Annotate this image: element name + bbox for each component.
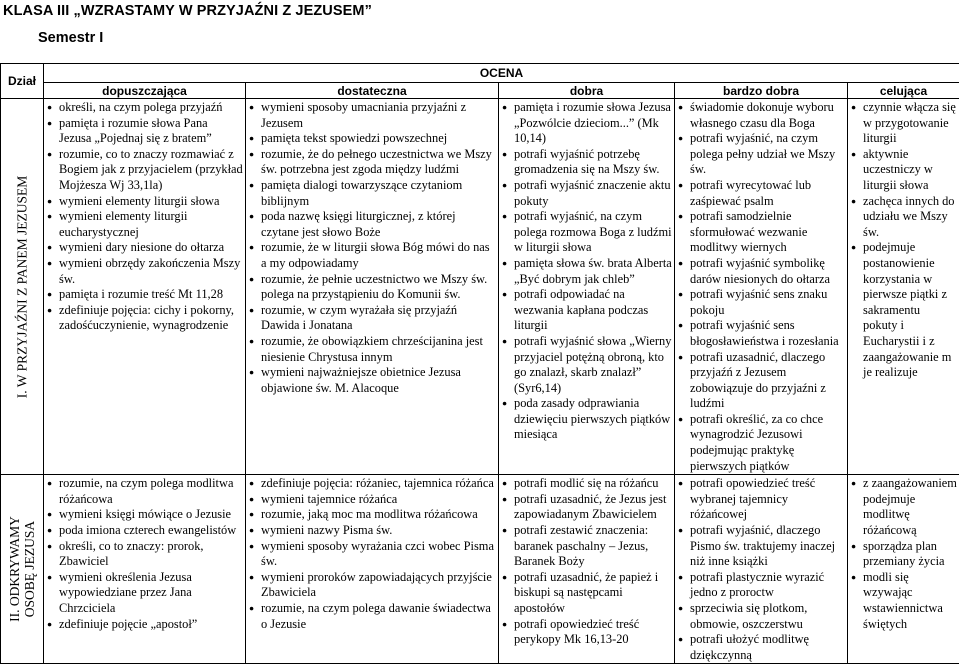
list-item: ● wymieni najważniejsze obietnice Jezusa objawione św. M. Alacoque bbox=[248, 365, 496, 396]
list-item: ● sprzeciwia się plotkom, obmowie, oszczerstwu bbox=[677, 601, 845, 632]
list-item: ● zdefiniuje pojęcia: cichy i pokorny, zadośćuczynienie, wynagrodzenie bbox=[46, 303, 243, 334]
list-item: ● potrafi uzasadnić, że papież i biskupi są następcami apostołów bbox=[501, 570, 672, 617]
list-item: ● wymieni tajemnice różańca bbox=[248, 492, 496, 508]
list-item: ● rozumie, że obowiązkiem chrześcijanina jest niesienie Chrystusa innym bbox=[248, 334, 496, 365]
requirements-cell bbox=[848, 99, 959, 475]
section-name: II. ODKRYWAMY OSOBĘ JEZUSA bbox=[7, 494, 37, 644]
list-item: ● modli się wzywając wstawiennictwa świętych bbox=[850, 570, 957, 632]
requirements-cell bbox=[499, 475, 675, 664]
requirements-list bbox=[46, 100, 243, 334]
list-item: ● wymieni dary niesione do ołtarza bbox=[46, 240, 243, 256]
list-item: ● rozumie, że w liturgii słowa Bóg mówi do nas a my odpowiadamy bbox=[248, 240, 496, 271]
requirements-cell bbox=[246, 475, 499, 664]
grade-header-dopuszczajaca: dopuszczająca bbox=[44, 83, 246, 99]
list-item: ● potrafi wyjaśnić sens błogosławieństwa i rozesłania bbox=[677, 318, 845, 349]
list-item: ● potrafi wyjaśnić słowa „Wierny przyjaciel potężną obroną, kto go znalazł, skarb znalazł” (Syr6,14) bbox=[501, 334, 672, 396]
requirements-cell bbox=[499, 99, 675, 475]
requirements-cell bbox=[44, 99, 246, 475]
list-item: ● potrafi opowiedzieć treść wybranej tajemnicy różańcowej bbox=[677, 476, 845, 523]
list-item: ● potrafi uzasadnić, że Jezus jest zapowiadanym Zbawicielem bbox=[501, 492, 672, 523]
requirements-list bbox=[248, 476, 496, 632]
section-column-header: Dział bbox=[1, 64, 44, 99]
list-item: ● pamięta tekst spowiedzi powszechnej bbox=[248, 131, 496, 147]
list-item: ● pamięta i rozumie treść Mt 11,28 bbox=[46, 287, 243, 303]
list-item: ● pamięta i rozumie słowa Jezusa „Pozwólcie dzieciom...” (Mk 10,14) bbox=[501, 100, 672, 147]
list-item: ● rozumie, w czym wyrażała się przyjaźń Dawida i Jonatana bbox=[248, 303, 496, 334]
list-item: ● wymieni proroków zapowiadających przyjście Zbawiciela bbox=[248, 570, 496, 601]
list-item: ● potrafi wyjaśnić potrzebę gromadzenia się na Mszy św. bbox=[501, 147, 672, 178]
list-item: ● rozumie, co to znaczy rozmawiać z Bogiem jak z przyjacielem (przykład Mojżesza Wj 33,1la) bbox=[46, 147, 243, 194]
list-item: ● wymieni obrzędy zakończenia Mszy św. bbox=[46, 256, 243, 287]
list-item: ● potrafi uzasadnić, dlaczego przyjaźń z Jezusem zobowiązuje do przyjaźni z ludźmi bbox=[677, 350, 845, 412]
list-item: ● czynnie włącza się w przygotowanie liturgii bbox=[850, 100, 957, 147]
list-item: ● poda nazwę księgi liturgicznej, z której czytane jest słowo Boże bbox=[248, 209, 496, 240]
table-row bbox=[1, 99, 959, 475]
requirements-list bbox=[501, 476, 672, 648]
grade-header-dobra: dobra bbox=[499, 83, 675, 99]
list-item: ● poda zasady odprawiania dziewięciu pierwszych piątków miesiąca bbox=[501, 396, 672, 443]
list-item: ● potrafi modlić się na różańcu bbox=[501, 476, 672, 492]
grade-group-header: OCENA bbox=[44, 64, 959, 83]
section-name-cell bbox=[1, 475, 44, 664]
list-item: ● określi, co to znaczy: prorok, Zbawiciel bbox=[46, 539, 243, 570]
list-item: ● wymieni księgi mówiące o Jezusie bbox=[46, 507, 243, 523]
list-item: ● potrafi ułożyć modlitwę dziękczynną bbox=[677, 632, 845, 663]
list-item: ● wymieni elementy liturgii eucharystycznej bbox=[46, 209, 243, 240]
list-item: ● potrafi określić, za co chce wynagrodzić Jezusowi podejmując praktykę pierwszych piątków bbox=[677, 412, 845, 474]
list-item: ● określi, na czym polega przyjaźń bbox=[46, 100, 243, 116]
requirements-list bbox=[677, 100, 845, 474]
list-item: ● potrafi wyjaśnić, dlaczego Pismo św. traktujemy inaczej niż inne książki bbox=[677, 523, 845, 570]
requirements-list bbox=[501, 100, 672, 443]
list-item: ● potrafi zestawić znaczenia: baranek paschalny – Jezus, Baranek Boży bbox=[501, 523, 672, 570]
list-item: ● potrafi opowiedzieć treść perykopy Mk 16,13-20 bbox=[501, 617, 672, 648]
grade-header-bardzo-dobra: bardzo dobra bbox=[675, 83, 848, 99]
semester-heading: Semestr I bbox=[38, 30, 103, 46]
list-item: ● wymieni sposoby wyrażania czci wobec Pisma św. bbox=[248, 539, 496, 570]
list-item: ● rozumie, że pełnie uczestnictwo we Mszy św. polega na przystąpieniu do Komunii św. bbox=[248, 272, 496, 303]
list-item: ● potrafi samodzielnie sformułować wezwanie modlitwy wiernych bbox=[677, 209, 845, 256]
section-name-cell bbox=[1, 99, 44, 475]
requirements-list bbox=[850, 100, 957, 381]
list-item: ● rozumie, jaką moc ma modlitwa różańcowa bbox=[248, 507, 496, 523]
requirements-list bbox=[248, 100, 496, 396]
requirements-list bbox=[46, 476, 243, 632]
grade-requirements-table bbox=[0, 63, 959, 664]
list-item: ● poda imiona czterech ewangelistów bbox=[46, 523, 243, 539]
table-row bbox=[1, 475, 959, 664]
list-item: ● potrafi wyjaśnić, na czym polega pełny udział we Mszy św. bbox=[677, 131, 845, 178]
list-item: ● potrafi plastycznie wyrazić jedno z proroctw bbox=[677, 570, 845, 601]
list-item: ● pamięta i rozumie słowa Pana Jezusa „Pojednaj się z bratem” bbox=[46, 116, 243, 147]
list-item: ● podejmuje postanowienie korzystania w pierwsze piątki z sakramentu pokuty i Eucharystii i z zaangażowanie m je realizuje bbox=[850, 240, 957, 380]
list-item: ● wymieni określenia Jezusa wypowiedziane przez Jana Chrzciciela bbox=[46, 570, 243, 617]
list-item: ● zdefiniuje pojęcia: różaniec, tajemnica różańca bbox=[248, 476, 496, 492]
list-item: ● pamięta słowa św. brata Alberta „Być dobrym jak chleb” bbox=[501, 256, 672, 287]
list-item: ● rozumie, na czym polega dawanie świadectwa o Jezusie bbox=[248, 601, 496, 632]
document-title: KLASA III „WZRASTAMY W PRZYJAŹNI Z JEZUSEM” bbox=[3, 3, 372, 19]
grade-header-celujaca: celująca bbox=[848, 83, 959, 99]
list-item: ● wymieni nazwy Pisma św. bbox=[248, 523, 496, 539]
list-item: ● świadomie dokonuje wyboru własnego czasu dla Boga bbox=[677, 100, 845, 131]
list-item: ● z zaangażowaniem podejmuje modlitwę różańcową bbox=[850, 476, 957, 538]
list-item: ● wymieni sposoby umacniania przyjaźni z Jezusem bbox=[248, 100, 496, 131]
section-name: I. W PRZYJAŹNI Z PANEM JEZUSEM bbox=[15, 122, 30, 452]
requirements-list bbox=[677, 476, 845, 663]
list-item: ● zdefiniuje pojęcie „apostoł” bbox=[46, 617, 243, 633]
list-item: ● potrafi wyjaśnić, na czym polega rozmowa Boga z ludźmi w liturgii słowa bbox=[501, 209, 672, 256]
list-item: ● rozumie, że do pełnego uczestnictwa we Mszy św. potrzebna jest zgoda między ludźmi bbox=[248, 147, 496, 178]
grade-header-dostateczna: dostateczna bbox=[246, 83, 499, 99]
requirements-cell bbox=[675, 475, 848, 664]
list-item: ● potrafi wyjaśnić znaczenie aktu pokuty bbox=[501, 178, 672, 209]
list-item: ● wymieni elementy liturgii słowa bbox=[46, 194, 243, 210]
list-item: ● potrafi wyrecytować lub zaśpiewać psalm bbox=[677, 178, 845, 209]
requirements-cell bbox=[848, 475, 959, 664]
list-item: ● potrafi wyjaśnić symbolikę darów niesionych do ołtarza bbox=[677, 256, 845, 287]
list-item: ● potrafi odpowiadać na wezwania kapłana podczas liturgii bbox=[501, 287, 672, 334]
list-item: ● pamięta dialogi towarzyszące czytaniom biblijnym bbox=[248, 178, 496, 209]
list-item: ● zachęca innych do udziału we Mszy św. bbox=[850, 194, 957, 241]
requirements-list bbox=[850, 476, 957, 632]
requirements-cell bbox=[675, 99, 848, 475]
requirements-cell bbox=[44, 475, 246, 664]
list-item: ● aktywnie uczestniczy w liturgii słowa bbox=[850, 147, 957, 194]
list-item: ● rozumie, na czym polega modlitwa różańcowa bbox=[46, 476, 243, 507]
list-item: ● sporządza plan przemiany życia bbox=[850, 539, 957, 570]
list-item: ● potrafi wyjaśnić sens znaku pokoju bbox=[677, 287, 845, 318]
requirements-cell bbox=[246, 99, 499, 475]
